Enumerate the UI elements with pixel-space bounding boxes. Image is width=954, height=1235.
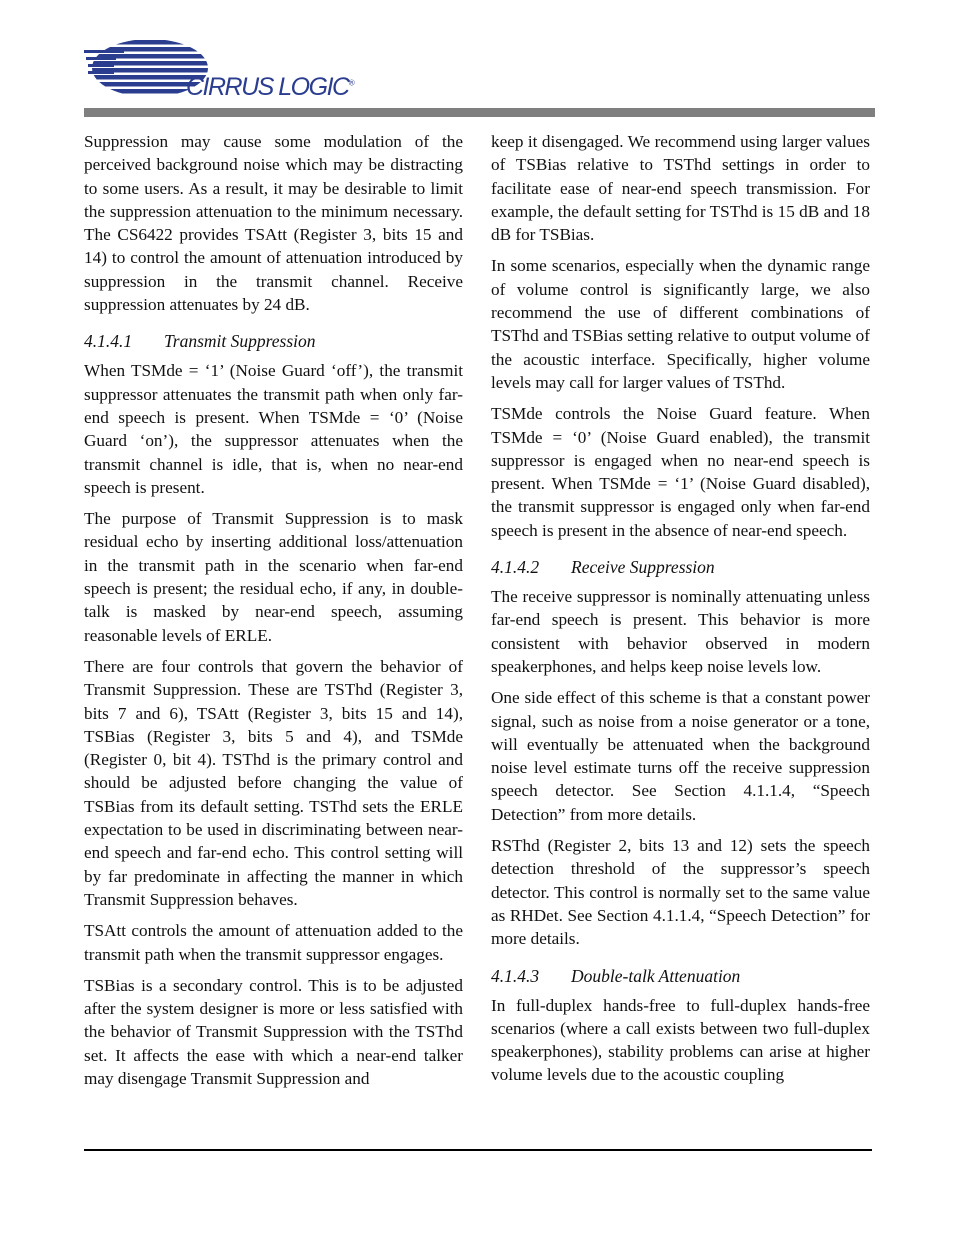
company-name: CIRRUS LOGIC® [186,73,353,101]
paragraph: In some scenarios, especially when the dynamic range of volume control is significantly large, we also recommend the use of different combinations of TSThd and TSBias setting relative to output volume of the acoustic interface. Specifically, higher volume levels may call for larger values of TSThd. [491,256,870,392]
header-bar [84,108,875,117]
paragraph: RSThd (Register 2, bits 13 and 12) sets the speech detection threshold of the suppressor’s speech detector. This control is normally set to the same value as RHDet. See Section 4.1.1.4, “Speech Detection” for more details. [491,836,870,949]
footer-rule [84,1149,872,1151]
paragraph: The receive suppressor is nominally attenuating unless far-end speech is present. This behavior is more consistent with behavior observed in modern speakerphones, and helps keep noise levels low. [491,587,870,676]
paragraph: In full-duplex hands-free to full-duplex hands-free scenarios (where a call exists between two full-duplex speakerphones), stability problems can arise at higher volume levels due to the acoustic coupling [491,995,870,1085]
paragraph: There are four controls that govern the behavior of Transmit Suppression. These are TSThd (Register 3, bits 7 and 6), TSAtt (Register 3, bits 15 and 14), TSBias (Register 3, bits 5 and 4), and TSMde (Register 0, bit 4). TSThd is the primary control and should be adjusted before changing the value of TSBias from its default setting. TSThd sets the ERLE expectation to be used in discriminating between near-end speech and far-end echo. This control setting will by far predominate in affecting the manner in which Transmit Suppression behaves. [84,656,463,909]
paragraph: TSMde controls the Noise Guard feature. When TSMde = ‘0’ (Noise Guard enabled), the transmit suppressor is engaged when no near-end speech is present. When TSMde = ‘1’ (Noise Guard disabled), the transmit suppressor is engaged only when far-end speech is present in the absence of near-end speech. [491,404,870,540]
section-heading-4-1-4-1: 4.1.4.1 Transmit Suppression [84,331,316,352]
section-heading-4-1-4-3: 4.1.4.3 Double-talk Attenuation [491,965,741,986]
paragraph: TSBias is a secondary control. This is to be adjusted after the system designer is more or less satisfied with the behavior of Transmit Suppression with the TSThd set. It affects the ease with which a near-end talker may disengage Transmit Suppression and [84,975,463,1088]
paragraph: When TSMde = ‘1’ (Noise Guard ‘off’), the transmit suppressor attenuates the transmit path when only far-end speech is present. When TSMde = ‘0’ (Noise Guard ‘on’), the suppressor attenuates when the transmit channel is idle, that is, when no near-end speech is present. [84,361,463,497]
left-column [84,130,463,1098]
paragraph: One side effect of this scheme is that a constant power signal, such as noise from a noise generator or a tone, will eventually be attenuated when the background noise level estimate turns off the receive suppression speech detector. See Section 4.1.1.4, “Speech Detection” from more details. [491,688,870,824]
right-column [491,130,870,1095]
paragraph: Suppression may cause some modulation of the perceived background noise which may be distracting to some users. As a result, it may be desirable to limit the suppression attenuation to the minimum necessary. The CS6422 provides TSAtt (Register 3, bits 15 and 14) to control the amount of attenuation introduced by suppression in the transmit channel. Receive suppression attenuates by 24 dB. [84,132,463,315]
paragraph: The purpose of Transmit Suppression is to mask residual echo by inserting additional loss/attenuation in the transmit path in the scenario when far-end speech is present; the residual echo, if any, in double-talk is masked by near-end speech, assuming reasonable levels of ERLE. [84,509,463,645]
paragraph: keep it disengaged. We recommend using larger values of TSBias relative to TSThd settings in order to facilitate ease of near-end speech transmission. For example, the default setting for TSThd is 15 dB and 18 dB for TSBias. [491,132,870,245]
section-heading-4-1-4-2: 4.1.4.2 Receive Suppression [491,557,715,578]
paragraph: TSAtt controls the amount of attenuation added to the transmit path when the transmit suppressor engages. [84,921,463,964]
